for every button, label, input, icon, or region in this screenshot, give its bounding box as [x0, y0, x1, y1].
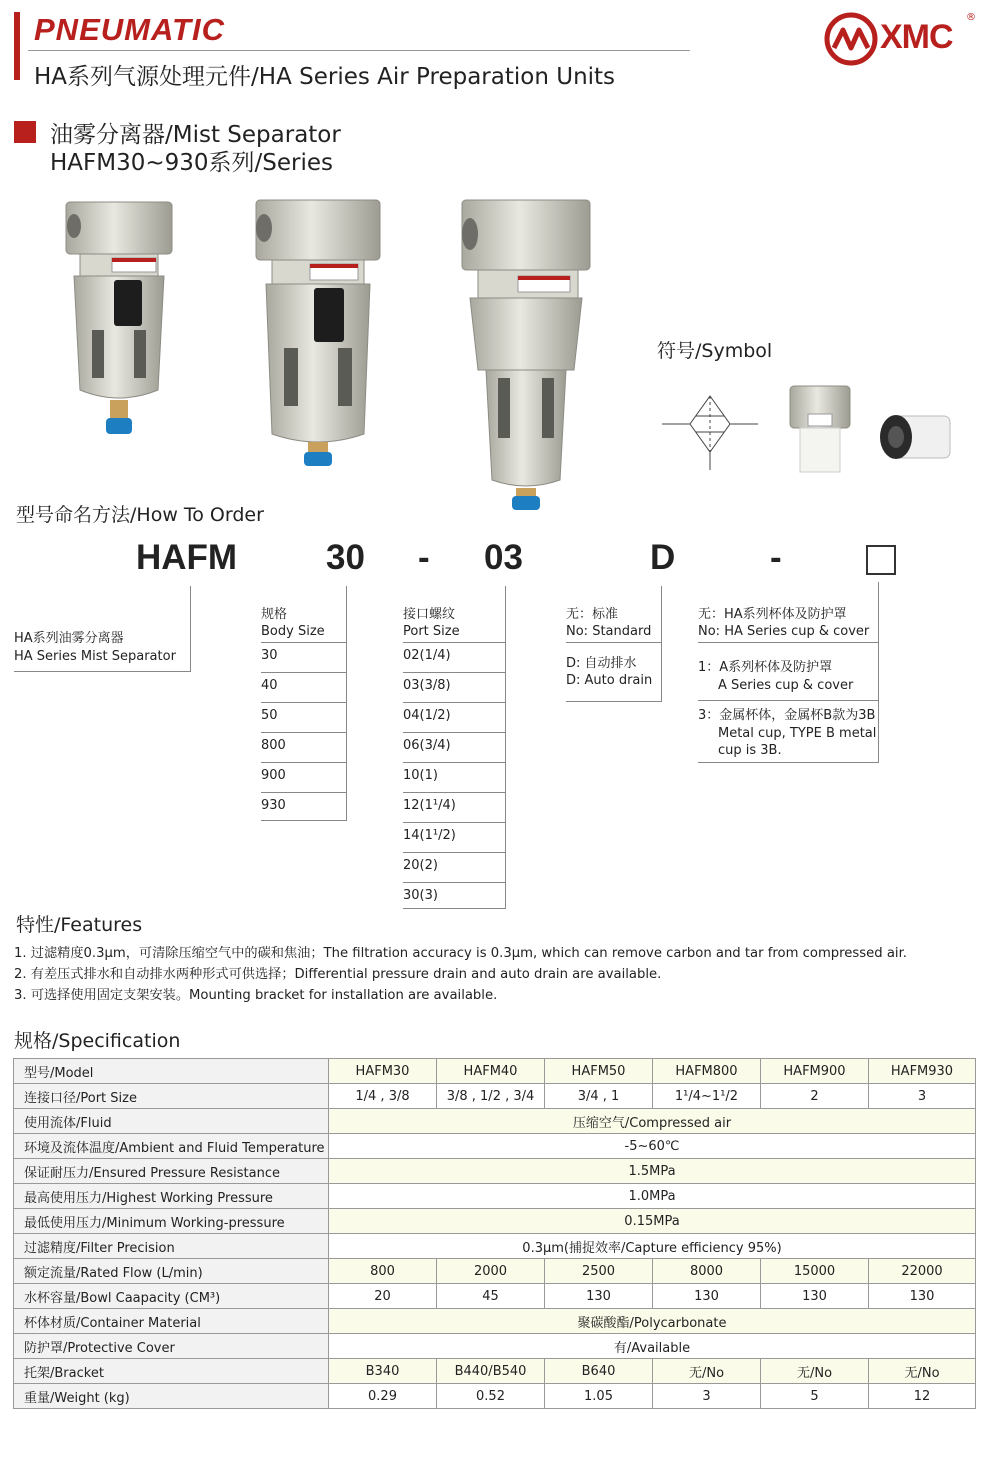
- spec-row-label: 保证耐压力/Ensured Pressure Resistance: [14, 1159, 329, 1184]
- port-option: 04(1/2): [403, 708, 451, 723]
- spec-row-label: 最低使用压力/Minimum Working-pressure: [14, 1209, 329, 1234]
- spec-cell: 3: [869, 1084, 976, 1109]
- drain-rule: [566, 642, 662, 643]
- xmc-logo-icon: [824, 12, 878, 66]
- prefix-connector: [190, 586, 191, 672]
- prefix-desc-cn: HA系列油雾分离器: [14, 631, 124, 646]
- size-rule: [261, 672, 347, 673]
- cup-opt-cn: 1：A系列杯体及防护罩: [698, 660, 833, 675]
- code-port: 03: [484, 538, 523, 577]
- port-option: 06(3/4): [403, 738, 451, 753]
- spec-cell: 2000: [437, 1259, 545, 1284]
- spec-row-label: 过滤精度/Filter Precision: [14, 1234, 329, 1259]
- page-subtitle: HA系列气源处理元件/HA Series Air Preparation Units: [34, 64, 616, 90]
- feature-item: 3. 可选择使用固定支架安装。Mounting bracket for installation are available.: [14, 988, 498, 1003]
- spec-cell: HAFM800: [653, 1059, 761, 1084]
- spec-cell: 无/No: [869, 1359, 976, 1384]
- spec-cell: 1¹/4~1¹/2: [653, 1084, 761, 1109]
- brand-title: PNEUMATIC: [34, 12, 225, 47]
- code-prefix: HAFM: [136, 538, 238, 577]
- cup-opt-cn: 无：HA系列杯体及防护罩: [698, 607, 847, 622]
- port-option: 12(1¹/4): [403, 798, 456, 813]
- product-image-hafm30: [60, 200, 178, 445]
- port-rule: [403, 908, 506, 909]
- port-rule: [403, 762, 506, 763]
- spec-cell: HAFM30: [329, 1059, 437, 1084]
- spec-row-port-size: [14, 1084, 976, 1109]
- spec-cell: 3/8 , 1/2 , 3/4: [437, 1084, 545, 1109]
- symbol-label: 符号/Symbol: [657, 340, 773, 362]
- prefix-underline: [14, 671, 191, 672]
- spec-cell: -5~60℃: [329, 1134, 976, 1159]
- spec-cell: 15000: [761, 1259, 869, 1284]
- spec-cell: 800: [329, 1259, 437, 1284]
- code-dash-2: -: [770, 538, 782, 577]
- cup-opt-en: A Series cup & cover: [718, 678, 854, 693]
- size-rule: [261, 702, 347, 703]
- feature-item: 1. 过滤精度0.3μm，可清除压缩空气中的碳和焦油；The filtration accuracy is 0.3μm, which can remove carbon and tar from compressed air.: [14, 946, 907, 961]
- cup-opt-cn: 3：金属杯体，金属杯B款为3B: [698, 708, 876, 723]
- cup-opt-en: No: HA Series cup & cover: [698, 624, 870, 639]
- spec-cell: 130: [653, 1284, 761, 1309]
- spec-cell: 130: [761, 1284, 869, 1309]
- size-rule: [261, 642, 347, 643]
- product-image-hafm40: [250, 198, 386, 468]
- size-option: 30: [261, 648, 278, 663]
- port-option: 10(1): [403, 768, 438, 783]
- spec-cell: 0.3μm(捕捉效率/Capture efficiency 95%): [329, 1234, 976, 1259]
- spec-cell: HAFM50: [545, 1059, 653, 1084]
- spec-row-protective-cover: [14, 1334, 976, 1359]
- drain-opt-en: No: Standard: [566, 624, 652, 639]
- size-option: 930: [261, 798, 286, 813]
- spec-cell: 3/4 , 1: [545, 1084, 653, 1109]
- spec-row-label: 连接口径/Port Size: [14, 1084, 329, 1109]
- cup-connector: [878, 582, 879, 762]
- spec-cell: 22000: [869, 1259, 976, 1284]
- size-connector: [346, 586, 347, 820]
- spec-cell: 12: [869, 1384, 976, 1409]
- drain-connector: [661, 586, 662, 702]
- spec-cell: 5: [761, 1384, 869, 1409]
- spec-cell: 2: [761, 1084, 869, 1109]
- registered-mark: ®: [966, 12, 976, 23]
- port-rule: [403, 732, 506, 733]
- spec-row-label: 最高使用压力/Highest Working Pressure: [14, 1184, 329, 1209]
- spec-cell: 1/4 , 3/8: [329, 1084, 437, 1109]
- product-image-hafm50: [456, 198, 596, 516]
- spec-row-label: 托架/Bracket: [14, 1359, 329, 1384]
- spec-row-label: 杯体材质/Container Material: [14, 1309, 329, 1334]
- spec-cell: 2500: [545, 1259, 653, 1284]
- features-title: 特性/Features: [16, 914, 143, 936]
- port-connector: [505, 586, 506, 908]
- spec-row-temperature: [14, 1134, 976, 1159]
- spec-row-container-material: [14, 1309, 976, 1334]
- filter-element-icon: [876, 408, 958, 466]
- code-option-box: [866, 545, 896, 575]
- cup-rule: [698, 642, 879, 643]
- logo-text: XMC: [880, 18, 953, 56]
- spec-cell: HAFM900: [761, 1059, 869, 1084]
- spec-row-fluid: [14, 1109, 976, 1134]
- section-series: HAFM30~930系列/Series: [50, 150, 334, 176]
- size-option: 40: [261, 678, 278, 693]
- header-rule: [28, 50, 690, 51]
- port-option: 30(3): [403, 888, 438, 903]
- spec-table: [13, 1058, 976, 1409]
- port-title-en: Port Size: [403, 624, 460, 639]
- drain-rule: [566, 701, 662, 702]
- spec-row-label: 重量/Weight (kg): [14, 1384, 329, 1409]
- size-option: 800: [261, 738, 286, 753]
- size-rule: [261, 792, 347, 793]
- size-rule: [261, 820, 347, 821]
- spec-row-label: 使用流体/Fluid: [14, 1109, 329, 1134]
- spec-cell: HAFM40: [437, 1059, 545, 1084]
- feature-item: 2. 有差压式排水和自动排水两种形式可供选择；Differential pressure drain and auto drain are available.: [14, 967, 662, 982]
- spec-row-bowl-capacity: [14, 1284, 976, 1309]
- spec-row-filter-precision: [14, 1234, 976, 1259]
- spec-cell: 无/No: [653, 1359, 761, 1384]
- spec-cell: 无/No: [761, 1359, 869, 1384]
- size-title-cn: 规格: [261, 607, 288, 622]
- port-option: 02(1/4): [403, 648, 451, 663]
- spec-row-max-pressure: [14, 1184, 976, 1209]
- spec-row-label: 型号/Model: [14, 1059, 329, 1084]
- spec-cell: 8000: [653, 1259, 761, 1284]
- spec-row-bracket: [14, 1359, 976, 1384]
- port-rule: [403, 852, 506, 853]
- spec-row-label: 水杯容量/Bowl Caapacity (CM³): [14, 1284, 329, 1309]
- spec-row-label: 防护罩/Protective Cover: [14, 1334, 329, 1359]
- spec-row-label: 环境及流体温度/Ambient and Fluid Temperature: [14, 1134, 329, 1159]
- port-rule: [403, 672, 506, 673]
- cup-opt-en: Metal cup, TYPE B metal: [718, 726, 877, 741]
- cup-rule: [698, 700, 879, 701]
- how-to-order-title: 型号命名方法/How To Order: [16, 504, 264, 526]
- drain-opt-en: D: Auto drain: [566, 673, 653, 688]
- port-rule: [403, 642, 506, 643]
- mist-separator-symbol-icon: [660, 390, 760, 472]
- cup-rule: [698, 762, 879, 763]
- port-option: 03(3/8): [403, 678, 451, 693]
- spec-cell: 1.05: [545, 1384, 653, 1409]
- size-rule: [261, 762, 347, 763]
- cup-opt-en: cup is 3B.: [718, 743, 782, 758]
- spec-cell: 0.52: [437, 1384, 545, 1409]
- size-option: 50: [261, 708, 278, 723]
- drain-opt-cn: D: 自动排水: [566, 656, 637, 671]
- code-size: 30: [326, 538, 365, 577]
- drain-opt-cn: 无：标准: [566, 607, 619, 622]
- spec-cell: 聚碳酸酯/Polycarbonate: [329, 1309, 976, 1334]
- spec-cell: 130: [869, 1284, 976, 1309]
- spec-cell: 0.15MPa: [329, 1209, 976, 1234]
- spec-cell: 有/Available: [329, 1334, 976, 1359]
- spec-cell: 3: [653, 1384, 761, 1409]
- spec-row-rated-flow: [14, 1259, 976, 1284]
- port-rule: [403, 702, 506, 703]
- code-dash-1: -: [418, 538, 430, 577]
- port-rule: [403, 792, 506, 793]
- port-rule: [403, 822, 506, 823]
- size-rule: [261, 732, 347, 733]
- spec-row-pressure-resistance: [14, 1159, 976, 1184]
- spec-cell: B340: [329, 1359, 437, 1384]
- port-title-cn: 接口螺纹: [403, 607, 456, 622]
- section-marker: [14, 121, 36, 143]
- port-option: 20(2): [403, 858, 438, 873]
- spec-cell: B640: [545, 1359, 653, 1384]
- size-option: 900: [261, 768, 286, 783]
- code-drain: D: [650, 538, 676, 577]
- spec-row-label: 额定流量/Rated Flow (L/min): [14, 1259, 329, 1284]
- port-rule: [403, 882, 506, 883]
- spec-cell: 1.0MPa: [329, 1184, 976, 1209]
- cover-part-icon: [786, 384, 854, 476]
- spec-row-model: [14, 1059, 976, 1084]
- port-option: 14(1¹/2): [403, 828, 456, 843]
- spec-cell: HAFM930: [869, 1059, 976, 1084]
- spec-title: 规格/Specification: [14, 1030, 181, 1052]
- brand-bar: [14, 12, 20, 80]
- spec-cell: 20: [329, 1284, 437, 1309]
- spec-cell: 45: [437, 1284, 545, 1309]
- spec-row-weight: [14, 1384, 976, 1409]
- size-title-en: Body Size: [261, 624, 325, 639]
- spec-row-min-pressure: [14, 1209, 976, 1234]
- spec-cell: B440/B540: [437, 1359, 545, 1384]
- spec-cell: 压缩空气/Compressed air: [329, 1109, 976, 1134]
- spec-cell: 1.5MPa: [329, 1159, 976, 1184]
- prefix-desc-en: HA Series Mist Separator: [14, 649, 176, 664]
- spec-cell: 0.29: [329, 1384, 437, 1409]
- spec-cell: 130: [545, 1284, 653, 1309]
- section-title: 油雾分离器/Mist Separator: [50, 122, 341, 148]
